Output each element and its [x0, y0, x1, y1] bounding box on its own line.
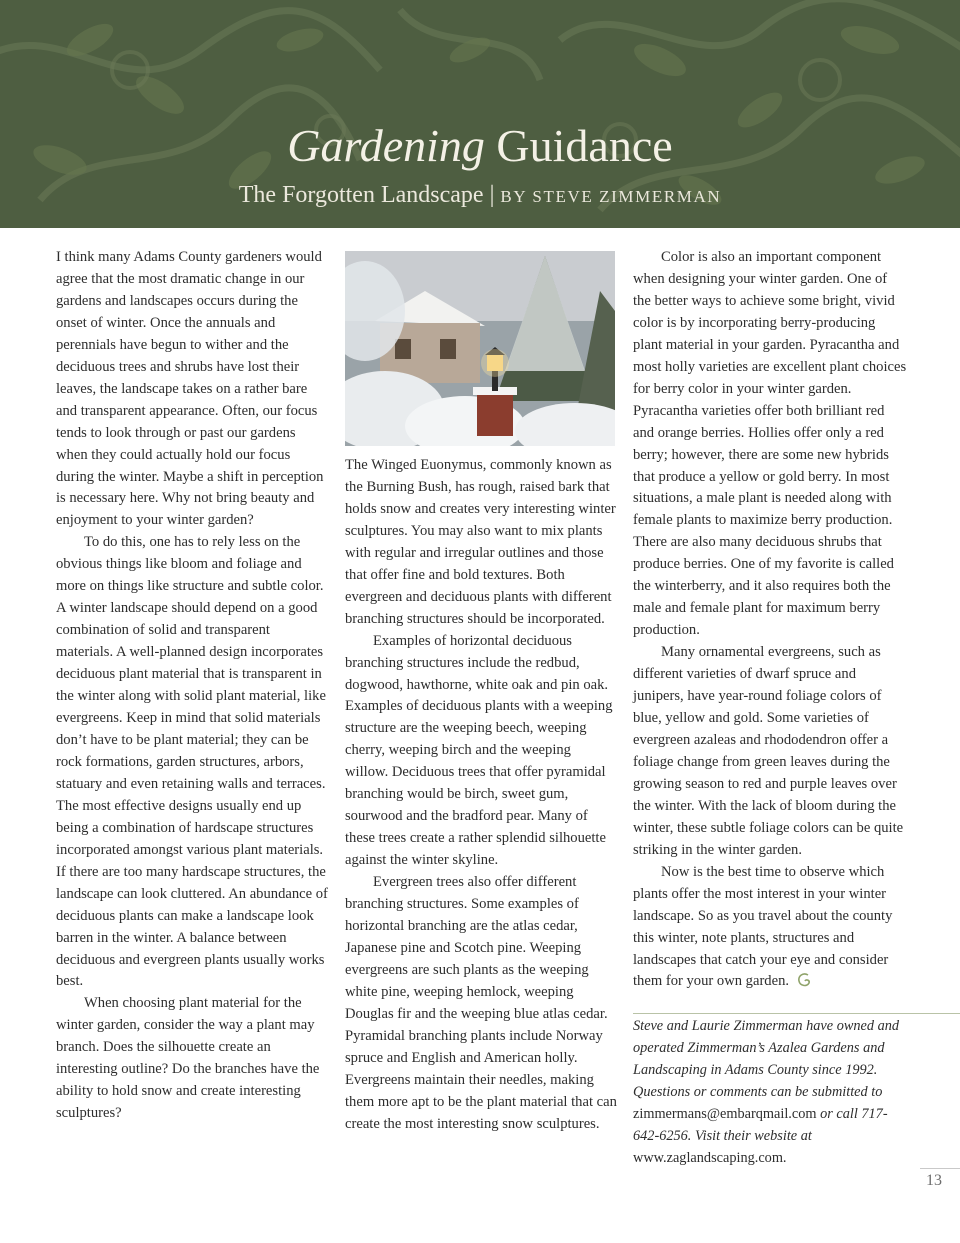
winter-garden-photo [345, 251, 615, 446]
bio-phone: 717-642-6256. [633, 1105, 888, 1144]
paragraph: To do this, one has to rely less on the obvious things like bloom and foliage and more on things like structure and subtle color. A winter landscape should depend on a good combination of solid and transparent materials. A well-planned design incorporates deciduous plant material that is transparent in the winter along with solid plant material, like evergreens. Keep in mind that solid materials don’t have to be plant material; they can be rock formations, garden structures, arbors, statuary and even retaining walls and terraces. The most effective designs usually end up being a combination of hardscape structures incorporated amongst various plant materials. If there are too many hardscape structures, the landscape can look cluttered. An abundance of deciduous plants can make a landscape look barren in the winter. A balance between deciduous and evergreen plants usually works best. [56, 534, 328, 990]
article-subtitle [0, 180, 960, 212]
page-title [0, 118, 960, 174]
bio-intro: Steve and Laurie Zimmerman have owned and operated Zimmerman’s Azalea Gardens and Landscaping in Adams County since 1992. Questions or comments can be submitted to [633, 1018, 900, 1100]
paragraph: The Winged Euonymus, commonly known as the Burning Bush, has rough, raised bark that holds snow and creates very interesting winter sculptures. You may also want to mix plants with regular and irregular outlines and those that offer fine and bold textures. Both evergreen and deciduous plants with different branching structures should be incorporated. [345, 457, 616, 627]
header-banner [0, 0, 960, 228]
bio-website[interactable]: www.zaglandscaping.com. [633, 1149, 787, 1166]
paragraph: I think many Adams County gardeners would agree that the most dramatic change in our gardens and landscapes occurs during the onset of winter. Once the annuals and perennials have begun to wither and the deciduous trees and shrubs have lost their leaves, the landscape takes on a rather bare and transparent appearance. Often, our focus tends to look through or past our gardens when they could actually hold our focus during the winter. Maybe a shift in perception is necessary here. Why not bring beauty and enjoyment to your winter garden? [56, 249, 324, 529]
separator: | [489, 182, 495, 208]
bio-visit: Visit their website at [694, 1127, 812, 1144]
paragraph-text: Now is the best time to observe which plants offer the most interest in your winter landscape. So as you travel about the county this winter, note plants, structures and landscapes that catch your eye and consider them for your own garden. [633, 863, 893, 990]
paragraph: When choosing plant material for the winter garden, consider the way a plant may branch. Does the silhouette create an interesting outline? Do the branches have the ability to hold snow and create interesting sculptures? [56, 995, 320, 1122]
bio-text [633, 1016, 913, 1170]
bio-email[interactable]: zimmermans@embarqmail.com [633, 1105, 817, 1122]
page-number-rule [920, 1168, 960, 1169]
article-headline: The Forgotten Landscape [238, 182, 484, 208]
column-1 [56, 247, 328, 1125]
paragraph: Color is also an important component when designing your winter garden. One of the better ways to achieve some bright, vivid color is by incorporating berry-producing plant material in your garden. Pyracantha and most holly varieties are excellent plant choices for berry color in your winter garden. Pyracantha varieties offer both brilliant red and orange berries. Hollies offer only a red berry; however, there are some new hybrids that produce a yellow or gold berry. In most situations, a male plant is needed along with female plants to maximize berry production. There are also many deciduous shrubs that produce berries. One of my favorite is called the winterberry, and it also requires both the male and female plant for maximum berry production. [633, 249, 907, 639]
paragraph: Evergreen trees also offer different branching structures. Some examples of horizontal branching are the atlas cedar, Japanese pine and Scotch pine. Weeping evergreens are such plants as the weeping white pine, weeping hemlock, weeping Douglas fir and the weeping blue atlas cedar. Pyramidal branching plants include Norway spruce and English and American holly. Evergreens maintain their needles, making them more apt to be the plant material that can create the most interesting snow sculptures. [345, 874, 617, 1132]
page-number: 13 [926, 1172, 942, 1189]
paragraph: Many ornamental evergreens, such as different varieties of dwarf spruce and junipers, have year-round foliage colors of blue, yellow and gold. Some varieties of evergreen azaleas and rhododendron offer a foliage change from green leaves during the growing season to red and purple leaves over the winter. With the lack of bloom during the winter, these subtle foliage colors can be quite striking in the winter garden. [633, 644, 904, 858]
title-italic: Gardening [287, 120, 485, 171]
end-mark-icon [797, 972, 811, 988]
paragraph: Examples of horizontal deciduous branching structures include the redbud, dogwood, hawthorne, white oak and pin oak. Examples of deciduous plants with a weeping structure are the weeping beech, weeping cherry, weeping birch and the weeping willow. Deciduous trees that offer pyramidal branching would be birch, sweet gum, sourwood and the bradford pear. Many of these trees create a rather splendid silhouette against the winter skyline. [345, 632, 613, 869]
byline: BY STEVE ZIMMERMAN [500, 187, 722, 206]
title-rest: Guidance [496, 120, 673, 171]
paragraph-final [633, 862, 907, 994]
column-3 [633, 247, 907, 993]
author-bio [633, 1016, 913, 1170]
column-2 [345, 251, 617, 1136]
divider-line [633, 1013, 960, 1014]
bio-or-call: or call [820, 1105, 858, 1122]
